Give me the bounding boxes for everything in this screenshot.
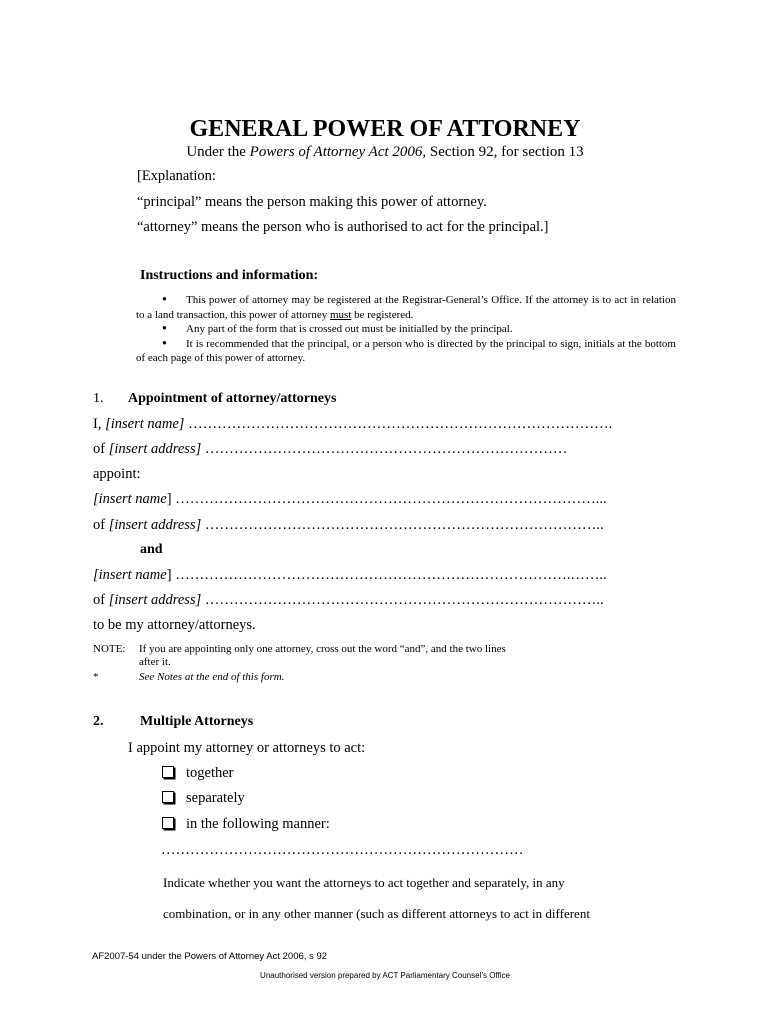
note-text: If you are appointing only one attorney, cross out the word “and”, and the two lines xyxy=(139,643,506,655)
asterisk-marker: * xyxy=(93,671,99,683)
note-text-cont: after it. xyxy=(139,656,171,668)
explanation-line-3: “attorney” means the person who is authorised to act for the principal.] xyxy=(137,219,549,235)
instruction-item: ●Any part of the form that is crossed out must be initialled by the principal. xyxy=(136,322,676,337)
indicate-text-1: Indicate whether you want the attorneys to act together and separately, in any xyxy=(163,875,565,890)
section-1-number: 1. xyxy=(93,391,104,406)
appoint-label: appoint: xyxy=(93,466,141,482)
subtitle-suffix: , Section 92, for section 13 xyxy=(422,144,584,160)
document-subtitle xyxy=(0,144,770,161)
instruction-item: ●It is recommended that the principal, or a person who is directed by the principal to sign, initials at the bottom of each page of this power of attorney. xyxy=(136,337,676,366)
instructions-list xyxy=(136,293,676,366)
subtitle-act: Powers of Attorney Act 2006 xyxy=(249,144,423,160)
instructions-heading: Instructions and information: xyxy=(140,268,319,283)
bullet-icon xyxy=(162,293,170,301)
section-2-number: 2. xyxy=(93,714,104,729)
option-following-manner[interactable]: in the following manner: xyxy=(162,816,330,833)
instruction-item: ●This power of attorney may be registered at the Registrar-General’s Office. If the attorney is to act in relation to a land transaction, this power of attorney must be registered. xyxy=(136,293,676,322)
attorney-1-name-line[interactable]: [insert name] ……………………………………………………………………………... xyxy=(93,491,607,507)
attorney-2-address-line[interactable]: of [insert address] ……………………………………………………………………….. xyxy=(93,592,604,608)
checkbox-icon[interactable] xyxy=(162,766,174,778)
note-label: NOTE: xyxy=(93,643,126,655)
bullet-icon xyxy=(162,337,170,345)
option-separately[interactable]: separately xyxy=(162,790,245,807)
attorney-1-address-line[interactable]: of [insert address] ……………………………………………………………………….. xyxy=(93,517,604,533)
see-notes: See Notes at the end of this form. xyxy=(139,671,285,683)
explanation-line-2: “principal” means the person making this power of attorney. xyxy=(137,194,487,210)
footer-unauthorised: Unauthorised version prepared by ACT Parliamentary Counsel’s Office xyxy=(260,971,510,980)
to-be-attorneys: to be my attorney/attorneys. xyxy=(93,617,256,633)
principal-address-line[interactable]: of [insert address] ………………………………………………………………… xyxy=(93,441,568,457)
section-1-title: Appointment of attorney/attorneys xyxy=(128,391,337,406)
must-emphasis: must xyxy=(329,308,352,321)
checkbox-icon[interactable] xyxy=(162,817,174,829)
footer-form-ref: AF2007-54 under the Powers of Attorney Act 2006, s 92 xyxy=(92,951,328,962)
explanation-line-1: [Explanation: xyxy=(137,168,216,184)
checkbox-icon[interactable] xyxy=(162,791,174,803)
principal-name-line[interactable]: I, [insert name] ……………………………………………………………………………. xyxy=(93,416,613,432)
and-label: and xyxy=(140,542,163,557)
manner-fill-line[interactable]: ………………………………………………………………… xyxy=(161,842,524,858)
section-2-title: Multiple Attorneys xyxy=(140,714,254,729)
subtitle-prefix: Under the xyxy=(186,144,250,160)
indicate-text-2: combination, or in any other manner (such as different attorneys to act in different xyxy=(163,906,590,921)
attorney-2-name-line[interactable]: [insert name] ……………………………………………………………………….…….. xyxy=(93,567,607,583)
document-title: GENERAL POWER OF ATTORNEY xyxy=(189,116,581,142)
bullet-icon xyxy=(162,322,170,330)
multiple-attorneys-intro: I appoint my attorney or attorneys to act: xyxy=(128,740,366,756)
option-together[interactable]: together xyxy=(162,765,234,782)
